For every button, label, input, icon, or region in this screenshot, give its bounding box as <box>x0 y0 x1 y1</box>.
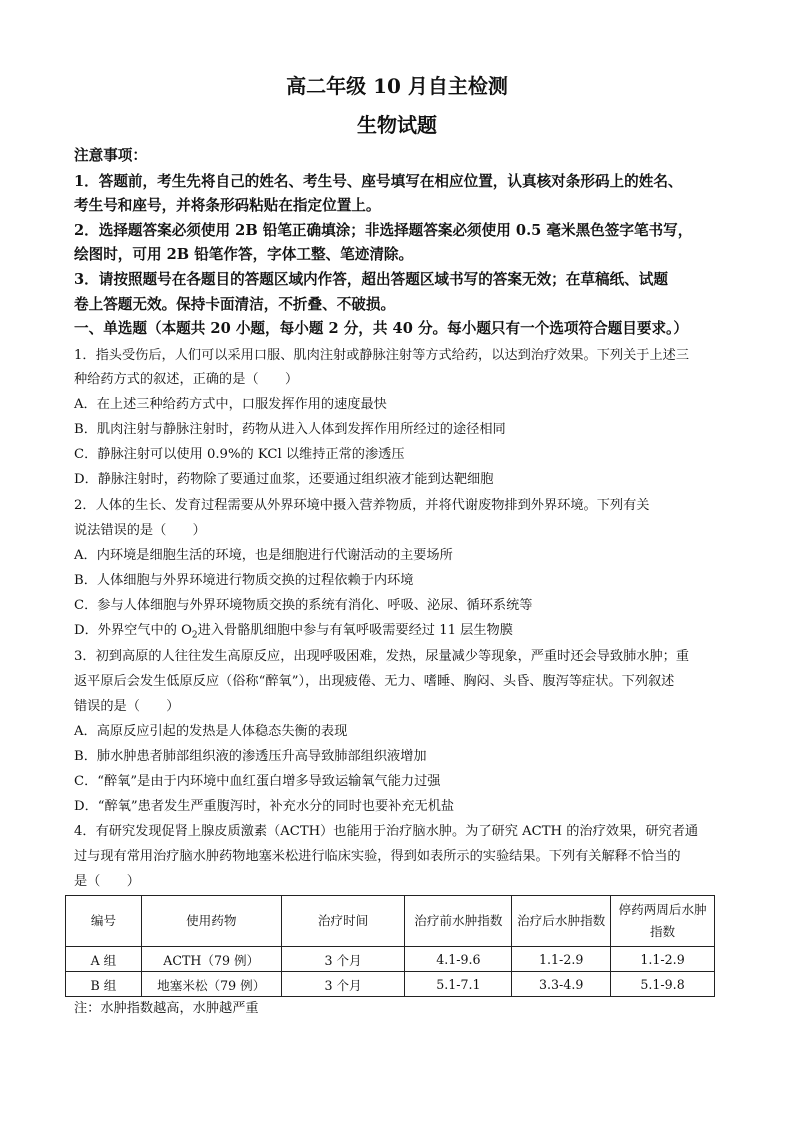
q2-option-b: B．人体细胞与外界环境进行物质交换的过程依赖于内环境 <box>74 573 414 588</box>
q2-option-d-subscript: 2 <box>191 630 198 641</box>
notice-line: 卷上答题无效。保持卡面清洁，不折叠、不破损。 <box>74 296 396 313</box>
q3-option-b: B．肺水肿患者肺部组织液的渗透压升高导致肺部组织液增加 <box>74 749 427 764</box>
table-header-cell: 停药两周后水肿指数 <box>611 896 715 947</box>
exam-title: 高二年级 10 月自主检测 <box>286 74 508 98</box>
q1-stem-line: 种给药方式的叙述，正确的是（ ） <box>74 372 299 387</box>
q3-option-a: A．高原反应引起的发热是人体稳态失衡的表现 <box>74 724 348 739</box>
notice-heading: 注意事项： <box>74 147 147 164</box>
q3-option-c: C．“醉氧”是由于内环境中血红蛋白增多导致运输氧气能力过强 <box>74 774 441 789</box>
table-cell: 1.1-2.9 <box>512 947 611 972</box>
table-header-cell: 治疗后水肿指数 <box>512 896 611 947</box>
q3-stem-line: 3．初到高原的人往往发生高原反应，出现呼吸困难，发热，尿量减少等现象，严重时还会导致肺水肿；重 <box>74 649 690 664</box>
q2-option-d-text: D．外界空气中的 O <box>74 623 192 638</box>
table-cell: 4.1-9.6 <box>405 947 512 972</box>
table-cell: 5.1-9.8 <box>611 972 715 997</box>
table-cell: 3 个月 <box>281 972 405 997</box>
notice-line: 绘图时，可用 2B 铅笔作答，字体工整、笔迹清除。 <box>74 246 414 263</box>
notice-line: 1．答题前，考生先将自己的姓名、考生号、座号填写在相应位置，认真核对条形码上的姓名、 <box>74 173 683 190</box>
q1-option-d: D．静脉注射时，药物除了要通过血浆，还要通过组织液才能到达靶细胞 <box>74 472 494 487</box>
table-row <box>66 972 715 997</box>
table-header-cell: 治疗时间 <box>281 896 405 947</box>
q3-stem-line: 返平原后会发生低原反应（俗称“醉氧”），出现疲倦、无力、嗜睡、胸闷、头昏、腹泻等症状。下列叙述 <box>74 674 675 689</box>
table-cell: 3.3-4.9 <box>512 972 611 997</box>
notice-line: 考生号和座号，并将条形码粘贴在指定位置上。 <box>74 197 381 214</box>
table-header-cell: 编号 <box>66 896 142 947</box>
q2-stem-line: 说法错误的是（ ） <box>74 523 206 538</box>
q3-stem-line: 错误的是（ ） <box>74 699 180 714</box>
q1-stem-line: 1．指头受伤后，人们可以采用口服、肌肉注射或静脉注射等方式给药，以达到治疗效果。下列关于上述三 <box>74 348 690 363</box>
results-table <box>65 895 715 997</box>
table-cell: ACTH（79 例） <box>141 947 281 972</box>
table-row <box>66 947 715 972</box>
table-note: 注：水肿指数越高，水肿越严重 <box>74 1001 259 1016</box>
section-heading: 一、单选题（本题共 20 小题，每小题 2 分，共 40 分。每小题只有一个选项符合题目要求。） <box>74 320 688 337</box>
table-header-cell: 使用药物 <box>141 896 281 947</box>
q4-stem-line: 过与现有常用治疗脑水肿药物地塞米松进行临床实验，得到如表所示的实验结果。下列有关解释不恰当的 <box>74 849 681 864</box>
q2-option-a: A．内环境是细胞生活的环境，也是细胞进行代谢活动的主要场所 <box>74 548 453 563</box>
q1-option-a: A．在上述三种给药方式中，口服发挥作用的速度最快 <box>74 397 387 412</box>
table-header-row <box>66 896 715 947</box>
table-cell: B 组 <box>66 972 142 997</box>
table-header-cell: 治疗前水肿指数 <box>405 896 512 947</box>
q2-option-c: C．参与人体细胞与外界环境物质交换的系统有消化、呼吸、泌尿、循环系统等 <box>74 598 533 613</box>
table-cell: A 组 <box>66 947 142 972</box>
q2-stem-line: 2．人体的生长、发育过程需要从外界环境中摄入营养物质，并将代谢废物排到外界环境。下列有关 <box>74 498 650 513</box>
q4-stem-line: 是（ ） <box>74 874 140 889</box>
q2-option-d <box>74 622 513 645</box>
q3-option-d: D．“醉氧”患者发生严重腹泻时，补充水分的同时也要补充无机盐 <box>74 799 455 814</box>
notice-line: 2．选择题答案必须使用 2B 铅笔正确填涂；非选择题答案必须使用 0.5 毫米黑色签字笔书写， <box>74 222 693 239</box>
table-cell: 地塞米松（79 例） <box>141 972 281 997</box>
q1-option-b: B．肌肉注射与静脉注射时，药物从进入人体到发挥作用所经过的途径相同 <box>74 422 506 437</box>
table-cell: 5.1-7.1 <box>405 972 512 997</box>
table-cell: 1.1-2.9 <box>611 947 715 972</box>
table-cell: 3 个月 <box>281 947 405 972</box>
q4-stem-line: 4．有研究发现促肾上腺皮质激素（ACTH）也能用于治疗脑水肿。为了研究 ACTH 的治疗效果，研究者通 <box>74 824 699 839</box>
q2-option-d-text-rest: 进入骨骼肌细胞中参与有氧呼吸需要经过 11 层生物膜 <box>197 623 513 638</box>
q1-option-c: C．静脉注射可以使用 0.9%的 KCl 以维持正常的渗透压 <box>74 447 405 462</box>
notice-line: 3．请按照题号在各题目的答题区域内作答，超出答题区域书写的答案无效；在草稿纸、试题 <box>74 271 668 288</box>
exam-subtitle: 生物试题 <box>357 113 437 137</box>
